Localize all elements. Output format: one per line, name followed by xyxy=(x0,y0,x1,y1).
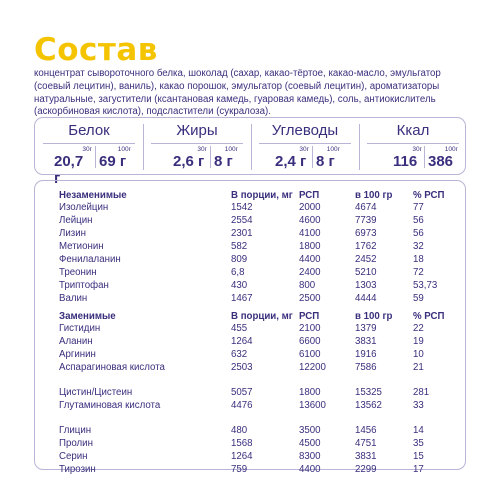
table-cell: 800 xyxy=(299,280,316,291)
table-cell: 21 xyxy=(413,362,424,373)
table-cell: 2554 xyxy=(231,215,253,226)
table-cell: 7586 xyxy=(355,362,377,373)
portion-label: 30г xyxy=(197,146,207,153)
cell-divider xyxy=(95,146,96,168)
table-cell: 2000 xyxy=(299,202,321,213)
table-cell: 18 xyxy=(413,254,424,265)
header-cell: в 100 гр xyxy=(355,311,393,322)
macro-per100 xyxy=(214,146,238,170)
table-cell: Глицин xyxy=(59,425,92,436)
table-cell: 17 xyxy=(413,464,424,475)
header-cell: Незаменимые xyxy=(59,190,127,201)
cell-divider xyxy=(210,146,211,168)
table-cell: 1762 xyxy=(355,241,377,252)
table-cell: 15 xyxy=(413,451,424,462)
portion-value: 20,7 г xyxy=(54,153,84,187)
header-cell: в 100 гр xyxy=(355,190,393,201)
macro-kcal xyxy=(359,118,467,176)
table-cell: 1916 xyxy=(355,349,377,360)
table-cell: 77 xyxy=(413,202,424,213)
table-cell: 455 xyxy=(231,323,248,334)
table-cell: 1800 xyxy=(299,387,321,398)
macro-name: Углеводы xyxy=(271,122,339,139)
portion-label: 30г xyxy=(82,146,92,153)
header-cell: В порции, мг xyxy=(231,311,293,322)
table-cell: 4444 xyxy=(355,293,377,304)
per100-label: 100г xyxy=(224,146,238,153)
table-cell: 56 xyxy=(413,228,424,239)
macro-per100 xyxy=(99,146,131,170)
table-cell: 5057 xyxy=(231,387,253,398)
per100-label: 100г xyxy=(326,146,340,153)
macro-protein xyxy=(35,118,143,187)
table-cell: Аланин xyxy=(59,336,93,347)
table-cell: 4400 xyxy=(299,254,321,265)
table-cell: 809 xyxy=(231,254,248,265)
table-cell: Пролин xyxy=(59,438,93,449)
macro-name: Жиры xyxy=(176,122,218,139)
table-cell: 582 xyxy=(231,241,248,252)
table-cell: 6,8 xyxy=(231,267,245,278)
table-cell: 4500 xyxy=(299,438,321,449)
table-cell: 2100 xyxy=(299,323,321,334)
table-cell: 4400 xyxy=(299,464,321,475)
table-cell: 759 xyxy=(231,464,248,475)
table-cell: 2299 xyxy=(355,464,377,475)
table-cell: 59 xyxy=(413,293,424,304)
portion-value: 116 xyxy=(393,153,418,170)
table-cell: 1303 xyxy=(355,280,377,291)
macro-separator xyxy=(367,143,459,144)
table-cell: 3500 xyxy=(299,425,321,436)
table-cell: Глутаминовая кислота xyxy=(59,400,161,411)
table-cell: 32 xyxy=(413,241,424,252)
macro-separator xyxy=(259,143,351,144)
portion-label: 30г xyxy=(299,146,309,153)
macro-name: Ккал xyxy=(396,122,430,139)
macros-panel xyxy=(34,117,466,187)
table-cell: 2500 xyxy=(299,293,321,304)
table-cell: 1542 xyxy=(231,202,253,213)
table-cell: 6600 xyxy=(299,336,321,347)
table-cell: 10 xyxy=(413,349,424,360)
portion-value: 2,4 г xyxy=(275,153,307,170)
table-cell: Аргинин xyxy=(59,349,96,360)
header-cell: В порции, мг xyxy=(231,190,293,201)
table-cell: 4674 xyxy=(355,202,377,213)
per100-value: 8 г xyxy=(316,153,335,170)
table-cell: Изолейцин xyxy=(59,202,109,213)
macro-portion xyxy=(275,146,309,170)
table-cell: Валин xyxy=(59,293,88,304)
per100-value: 386 xyxy=(428,153,454,170)
table-cell: 4100 xyxy=(299,228,321,239)
table-cell: 1456 xyxy=(355,425,377,436)
header-cell: % РСП xyxy=(413,190,445,201)
table-cell: 5210 xyxy=(355,267,377,278)
table-cell: 15325 xyxy=(355,387,382,398)
macro-carbs xyxy=(251,118,359,176)
table-cell: 1264 xyxy=(231,336,253,347)
table-cell: Метионин xyxy=(59,241,104,252)
per100-label: 100г xyxy=(117,146,131,153)
table-cell: 14 xyxy=(413,425,424,436)
header-cell: Заменимые xyxy=(59,311,116,322)
table-cell: 2400 xyxy=(299,267,321,278)
page-title: Состав xyxy=(34,32,158,68)
table-cell: 281 xyxy=(413,387,430,398)
cell-divider xyxy=(312,146,313,168)
table-cell: 480 xyxy=(231,425,248,436)
header-cell: РСП xyxy=(299,190,320,201)
table-cell: 2503 xyxy=(231,362,253,373)
header-cell: % РСП xyxy=(413,311,445,322)
table-cell: 1568 xyxy=(231,438,253,449)
table-cell: Аспарагиновая кислота xyxy=(59,362,165,373)
table-cell: 4600 xyxy=(299,215,321,226)
table-cell: Фенилаланин xyxy=(59,254,121,265)
table-cell: 4751 xyxy=(355,438,377,449)
portion-value: 2,6 г xyxy=(173,153,205,170)
table-cell: 1467 xyxy=(231,293,253,304)
table-cell: 22 xyxy=(413,323,424,334)
macro-per100 xyxy=(316,146,340,170)
table-cell: 72 xyxy=(413,267,424,278)
cell-divider xyxy=(424,146,425,168)
table-cell: 12200 xyxy=(299,362,326,373)
table-cell: 7739 xyxy=(355,215,377,226)
table-cell: 6100 xyxy=(299,349,321,360)
ingredients-text: концентрат сывороточного белка, шоколад (сахар, какао-тёртое, какао-масло, эмульгатор (соевый лецитин), ваниль), какао порошок, эмульгатор (соевый лецитин), ароматизаторы натуральные, загустители (ксантановая камедь, гуаровая камедь), соль, антиокислитель (аскорбиновая кислота), подсластители (сукралоза). xyxy=(34,68,441,118)
per100-value: 69 г xyxy=(99,153,127,170)
table-cell: Треонин xyxy=(59,267,97,278)
table-cell: 53,73 xyxy=(413,280,438,291)
table-cell: 430 xyxy=(231,280,248,291)
table-cell: Триптофан xyxy=(59,280,109,291)
amino-acid-table xyxy=(34,180,466,475)
table-cell: 2452 xyxy=(355,254,377,265)
macro-per100 xyxy=(428,146,458,170)
macro-separator xyxy=(151,143,243,144)
table-cell: 8300 xyxy=(299,451,321,462)
table-cell: 13600 xyxy=(299,400,326,411)
table-cell: Гистидин xyxy=(59,323,101,334)
macro-portion xyxy=(393,146,422,170)
table-cell: 6973 xyxy=(355,228,377,239)
table-cell: Тирозин xyxy=(59,464,96,475)
table-cell: Серин xyxy=(59,451,88,462)
table-cell: 3831 xyxy=(355,451,377,462)
table-cell: 1800 xyxy=(299,241,321,252)
table-cell: 33 xyxy=(413,400,424,411)
per100-label: 100г xyxy=(444,146,458,153)
table-cell: 56 xyxy=(413,215,424,226)
macro-name: Белок xyxy=(68,122,110,139)
table-cell: 632 xyxy=(231,349,248,360)
table-cell: 1264 xyxy=(231,451,253,462)
table-cell: 13562 xyxy=(355,400,382,411)
table-cell: Лизин xyxy=(59,228,86,239)
per100-value: 8 г xyxy=(214,153,233,170)
header-cell: РСП xyxy=(299,311,320,322)
table-cell: 35 xyxy=(413,438,424,449)
table-cell: Цистин/Цистеин xyxy=(59,387,133,398)
table-cell: 4476 xyxy=(231,400,253,411)
table-cell: Лейцин xyxy=(59,215,93,226)
portion-label: 30г xyxy=(412,146,422,153)
table-cell: 3831 xyxy=(355,336,377,347)
table-cell: 19 xyxy=(413,336,424,347)
table-cell: 1379 xyxy=(355,323,377,334)
table-cell: 2301 xyxy=(231,228,253,239)
macro-separator xyxy=(43,143,135,144)
macro-fat xyxy=(143,118,251,176)
macro-portion xyxy=(173,146,207,170)
